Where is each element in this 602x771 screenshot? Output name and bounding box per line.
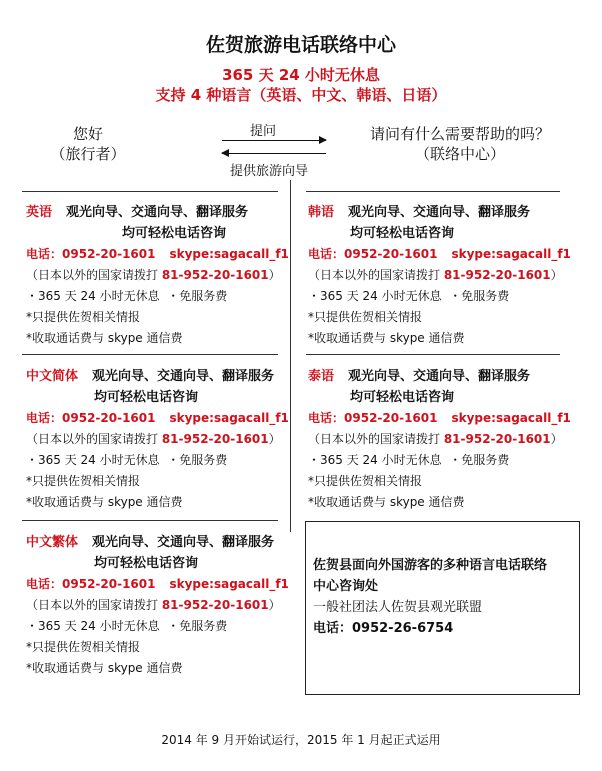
phone-label: 电话： [308,411,345,425]
phone-label: 电话： [26,577,63,591]
language-name: 中文简体 [26,369,79,384]
feature-hours: ・365 天 24 小时无休息 [308,453,442,467]
skype-id: skype:sagacall_f1 [451,411,571,425]
page-title: 佐贺旅游电话联络中心 [205,34,396,56]
skype-id: skype:sagacall_f1 [169,577,289,591]
info-phone: 电话：0952-26-6754 [313,621,454,636]
feature-free: ・免服务费 [449,289,510,303]
divider [290,180,291,366]
language-name: 泰语 [308,369,335,384]
center-role: （联络中心） [414,145,505,163]
answer-arrow [222,153,326,154]
phone-number: 0952-20-1601 [62,247,156,261]
divider [22,520,278,521]
hours-subtitle: 365 天 24 小时无休息 [222,66,380,84]
intl-number: 81-952-20-1601 [443,432,551,446]
services: 观光向导、交通向导、翻译服务 [348,369,531,384]
note-fees: *收取通话费与 skype 通信费 [308,331,465,345]
traveler-greeting: 您好 [72,125,103,143]
divider [290,346,291,532]
phone-label: 电话： [26,247,63,261]
feature-hours: ・365 天 24 小时无休息 [26,619,160,633]
feature-free: ・免服务费 [167,289,228,303]
divider [22,191,278,192]
intl-prefix: （日本以外的国家请拨打 [26,598,162,612]
intl-suffix: ） [268,598,281,612]
ask-label: 提问 [250,124,277,139]
skype-id: skype:sagacall_f1 [451,247,571,261]
language-name: 韩语 [308,205,335,220]
feature-free: ・免服务费 [167,619,228,633]
divider [306,354,560,355]
services: 观光向导、交通向导、翻译服务 [348,205,531,220]
feature-free: ・免服务费 [167,453,228,467]
services-line2: 均可轻松电话咨询 [122,226,227,241]
intl-suffix: ） [550,268,563,282]
note-saga-only: *只提供佐贺相关情报 [26,640,141,654]
note-saga-only: *只提供佐贺相关情报 [308,474,423,488]
contact-info-box [305,521,580,695]
language-block-korean [308,202,571,349]
services-line2: 均可轻松电话咨询 [350,226,455,241]
note-saga-only: *只提供佐贺相关情报 [26,310,141,324]
note-fees: *收取通话费与 skype 通信费 [26,331,183,345]
language-block-traditional-chinese [26,532,289,679]
note-fees: *收取通话费与 skype 通信费 [26,661,183,675]
services: 观光向导、交通向导、翻译服务 [66,205,249,220]
info-organization: 一般社团法人佐贺县观光联盟 [313,600,483,615]
feature-free: ・免服务费 [449,453,510,467]
traveler-label [38,124,138,164]
language-block-simplified-chinese [26,366,289,513]
footer-note: 2014 年 9 月开始试运行，2015 年 1 月起正式运用 [161,733,441,747]
answer-label: 提供旅游向导 [230,164,309,179]
intl-number: 81-952-20-1601 [443,268,551,282]
divider [22,354,278,355]
phone-label: 电话： [26,411,63,425]
intl-prefix: （日本以外的国家请拨打 [308,432,444,446]
info-title-line2: 中心咨询处 [313,579,379,594]
language-block-english [26,202,289,349]
services-line2: 均可轻松电话咨询 [94,390,199,405]
skype-id: skype:sagacall_f1 [169,247,289,261]
traveler-role: （旅行者） [50,145,126,163]
phone-number: 0952-20-1601 [344,247,438,261]
center-question: 请问有什么需要帮助的吗？ [369,125,550,143]
phone-label: 电话： [308,247,345,261]
phone-number: 0952-20-1601 [62,411,156,425]
intl-suffix: ） [268,432,281,446]
intl-number: 81-952-20-1601 [161,598,269,612]
intl-suffix: ） [268,268,281,282]
feature-hours: ・365 天 24 小时无休息 [26,289,160,303]
languages-subtitle: 支持 4 种语言（英语、中文、韩语、日语） [155,86,447,104]
intl-prefix: （日本以外的国家请拨打 [26,432,162,446]
note-saga-only: *只提供佐贺相关情报 [308,310,423,324]
info-title-line1: 佐贺县面向外国游客的多种语言电话联络 [313,558,548,573]
language-name: 英语 [26,205,53,220]
phone-number: 0952-20-1601 [344,411,438,425]
center-label [360,124,560,164]
intl-prefix: （日本以外的国家请拨打 [26,268,162,282]
language-block-thai [308,366,571,513]
feature-hours: ・365 天 24 小时无休息 [308,289,442,303]
note-saga-only: *只提供佐贺相关情报 [26,474,141,488]
phone-number: 0952-20-1601 [62,577,156,591]
intl-prefix: （日本以外的国家请拨打 [308,268,444,282]
intl-suffix: ） [550,432,563,446]
language-name: 中文繁体 [26,535,79,550]
ask-arrow [222,140,326,141]
services: 观光向导、交通向导、翻译服务 [92,535,275,550]
divider [306,191,560,192]
note-fees: *收取通话费与 skype 通信费 [26,495,183,509]
intl-number: 81-952-20-1601 [161,432,269,446]
note-fees: *收取通话费与 skype 通信费 [308,495,465,509]
skype-id: skype:sagacall_f1 [169,411,289,425]
services-line2: 均可轻松电话咨询 [350,390,455,405]
services-line2: 均可轻松电话咨询 [94,556,199,571]
intl-number: 81-952-20-1601 [161,268,269,282]
feature-hours: ・365 天 24 小时无休息 [26,453,160,467]
services: 观光向导、交通向导、翻译服务 [92,369,275,384]
